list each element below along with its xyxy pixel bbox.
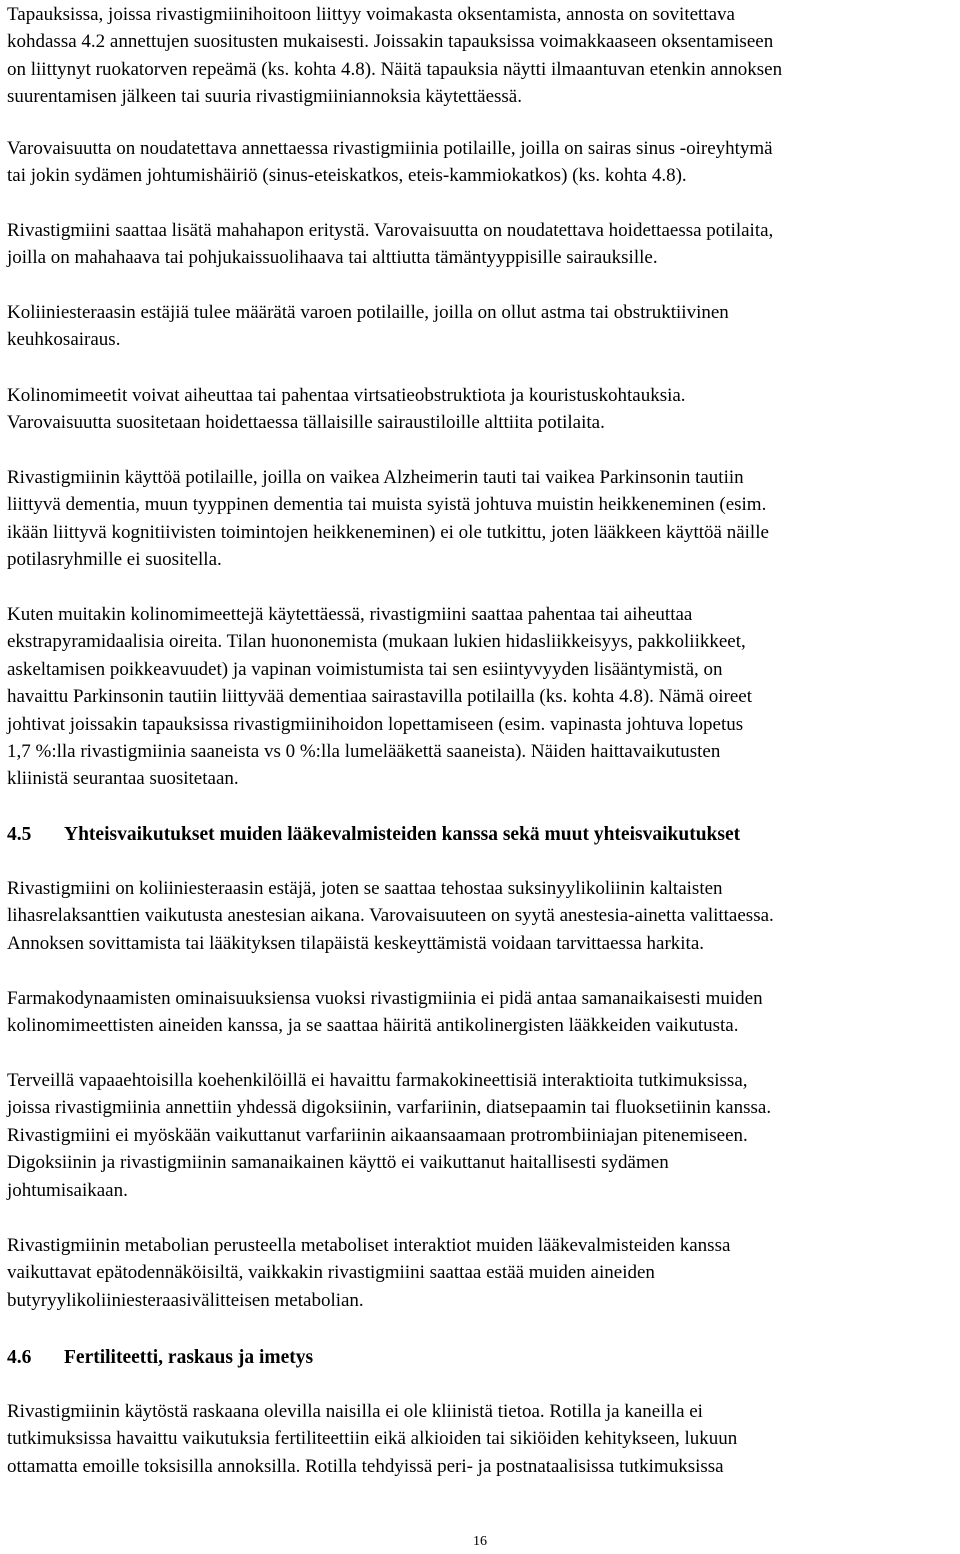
- text-line: kohdassa 4.2 annettujen suositusten mukaisesti. Joissakin tapauksissa voimakkaaseen oksentamiseen: [7, 31, 774, 53]
- text-line: suurentamisen jälkeen tai suuria rivastigmiiniannoksia käytettäessä.: [7, 86, 522, 108]
- text-line: joissa rivastigmiinia annettiin yhdessä digoksiinin, varfariinin, diatsepaamin tai fluoksetiinin kanssa.: [7, 1097, 772, 1119]
- paragraph-pregnancy: [7, 1398, 737, 1480]
- text-line: Koliiniesteraasin estäjiä tulee määrätä varoen potilaille, joilla on ollut astma tai obstruktiivinen: [7, 302, 729, 323]
- text-line: havaittu Parkinsonin tautiin liittyvää dementiaa sairastavilla potilailla (ks. kohta 4.8). Nämä oireet: [7, 686, 753, 708]
- text-line: ikään liittyvä kognitiivisten toimintojen heikkeneminen) ei ole tutkittu, joten lääkkeen käyttöä näille: [7, 521, 769, 543]
- text-line: Farmakodynaamisten ominaisuuksiensa vuoksi rivastigmiinia ei pidä antaa samanaikaisesti muiden: [7, 988, 763, 1009]
- paragraph-extrapyramidal: [7, 601, 752, 793]
- text-line: Varovaisuutta suositetaan hoidettaessa tällaisille sairaustiloille alttiita potilaita.: [7, 412, 605, 434]
- section-number: 4.6: [7, 1347, 32, 1368]
- text-line: potilasryhmille ei suositella.: [7, 549, 222, 571]
- text-line: Digoksiinin ja rivastigmiinin samanaikainen käyttö ei vaikuttanut haitallisesti sydämen: [7, 1152, 669, 1174]
- text-line: ottamatta emoille toksisilla annoksilla. Rotilla tehdyissä peri- ja postnataalisissa tutkimuksissa: [7, 1455, 724, 1477]
- paragraph-pharmacodynamics: [7, 985, 763, 1040]
- text-line: ekstrapyramidaalisia oireita. Tilan huononemista (mukaan lukien hidasliikkeisyys, pakkoliikkeet,: [7, 631, 746, 653]
- text-line: askeltamisen poikkeavuudet) ja vapinan voimistumista tai sen esiintyvyyden lisääntymistä, on: [7, 658, 723, 680]
- text-line: kliinistä seurantaa suositetaan.: [7, 768, 239, 790]
- text-line: vaikuttavat epätodennäköisiltä, vaikkakin rivastigmiini saattaa estää muiden aineiden: [7, 1262, 655, 1284]
- paragraph-urinary-obstruction: [7, 382, 686, 437]
- text-line: Rivastigmiini on koliiniesteraasin estäjä, joten se saattaa tehostaa suksinyylikoliinin kaltaisten: [7, 878, 723, 899]
- section-heading-4-5: [7, 821, 740, 848]
- text-line: butyryylikoliiniesteraasivälitteisen metabolian.: [7, 1289, 364, 1311]
- text-line: Rivastigmiini ei myöskään vaikuttanut varfariinin aikaansaamaan protrombiiniajan pitenemiseen.: [7, 1124, 748, 1146]
- section-number: 4.5: [7, 824, 32, 845]
- text-line: Rivastigmiinin käyttöä potilaille, joilla on vaikea Alzheimerin tauti tai vaikea Parkinsonin tautiin: [7, 467, 744, 488]
- text-line: Rivastigmiinin metabolian perusteella metaboliset interaktiot muiden lääkevalmisteiden kanssa: [7, 1235, 731, 1256]
- paragraph-asthma: [7, 299, 729, 354]
- text-line: keuhkosairaus.: [7, 329, 121, 351]
- text-line: johtivat joissakin tapauksissa rivastigmiinihoidon lopettamiseen (esim. vapinasta johtuva lopetus: [7, 713, 744, 735]
- text-line: Rivastigmiinin käytöstä raskaana olevilla naisilla ei ole kliinistä tietoa. Rotilla ja kaneilla ei: [7, 1401, 703, 1422]
- text-line: lihasrelaksanttien vaikutusta anestesian aikana. Varovaisuuteen on syytä anestesia-ainetta valittaessa.: [7, 905, 774, 927]
- text-line: 1,7 %:lla rivastigmiinia saaneista vs 0 %:lla lumelääkettä saaneista). Näiden haittavaikutusten: [7, 741, 721, 763]
- text-line: joilla on mahahaava tai pohjukaissuolihaava tai alttiutta tämäntyyppisille sairauksille.: [7, 247, 658, 269]
- text-line: on liittynyt ruokatorven repeämä (ks. kohta 4.8). Näitä tapauksia näytti ilmaantuvan etenkin annoksen: [7, 58, 783, 80]
- text-line: Annoksen sovittamista tai lääkityksen tilapäistä keskeyttämistä voidaan tarvittaessa harkita.: [7, 932, 705, 954]
- section-title: Yhteisvaikutukset muiden lääkevalmisteiden kanssa sekä muut yhteisvaikutukset: [64, 824, 741, 845]
- paragraph-metabolic-interactions: [7, 1232, 730, 1314]
- text-line: tai jokin sydämen johtumishäiriö (sinus-eteiskatkos, eteis-kammiokatkos) (ks. kohta 4.8).: [7, 165, 687, 187]
- page-number: 16: [473, 1534, 487, 1549]
- text-line: Tapauksissa, joissa rivastigmiinihoitoon liittyy voimakasta oksentamista, annosta on sovitettava: [7, 4, 735, 25]
- text-line: kolinomimeettisten aineiden kanssa, ja se saattaa häiritä antikolinergisten lääkkeiden vaikutusta.: [7, 1015, 739, 1037]
- text-line: tutkimuksissa havaittu vaikutuksia fertiliteettiin eikä alkioiden tai sikiöiden kehitykseen, lukuun: [7, 1428, 738, 1450]
- text-line: Kuten muitakin kolinomimeettejä käytettäessä, rivastigmiini saattaa pahentaa tai aiheuttaa: [7, 604, 693, 625]
- text-line: Varovaisuutta on noudatettava annettaessa rivastigmiinia potilaille, joilla on sairas sinus -oireyhtymä: [7, 138, 773, 159]
- text-line: liittyvä dementia, muun tyyppinen dementia tai muista syistä johtuva muistin heikkeneminen (esim.: [7, 494, 767, 516]
- paragraph-healthy-volunteers: [7, 1067, 771, 1204]
- paragraph-vomiting-dose: [7, 1, 782, 111]
- text-line: Rivastigmiini saattaa lisätä mahahapon eritystä. Varovaisuutta on noudatettava hoidettaessa potilaita,: [7, 220, 774, 241]
- text-line: Terveillä vapaaehtoisilla koehenkilöillä ei havaittu farmakokineettisiä interaktioita tutkimuksissa,: [7, 1070, 748, 1091]
- paragraph-sick-sinus: [7, 135, 773, 190]
- text-line: johtumisaikaan.: [7, 1179, 128, 1201]
- text-line: Kolinomimeetit voivat aiheuttaa tai pahentaa virtsatieobstruktiota ja kouristuskohtauksia.: [7, 385, 686, 406]
- section-title: Fertiliteetti, raskaus ja imetys: [64, 1347, 314, 1368]
- section-heading-4-6: [7, 1344, 313, 1371]
- paragraph-severe-dementia: [7, 464, 769, 574]
- paragraph-anesthesia: [7, 875, 774, 957]
- paragraph-gastric-acid: [7, 217, 773, 272]
